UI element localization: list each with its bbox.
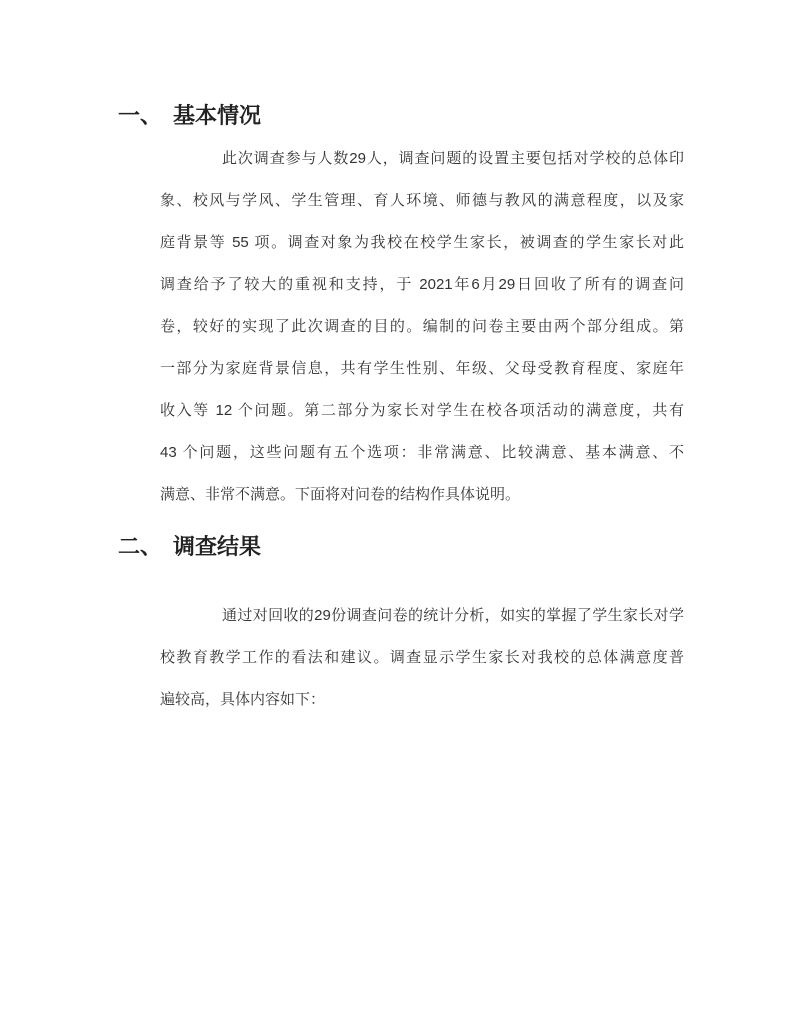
section-title: 调查结果 bbox=[173, 534, 262, 559]
section-heading-1 bbox=[118, 103, 261, 129]
document-line: 卷，较好的实现了此次调查的目的。编制的问卷主要由两个部分组成。第 bbox=[160, 318, 684, 335]
document-line: 此次调查参与人数29人，调查问题的设置主要包括对学校的总体印 bbox=[222, 150, 684, 167]
document-line: 遍较高，具体内容如下： bbox=[160, 691, 326, 708]
document-line: 通过对回收的29份调查问卷的统计分析，如实的掌握了学生家长对学 bbox=[222, 607, 684, 624]
document-line: 调查给予了较大的重视和支持，于 2021年6月29日回收了所有的调查问 bbox=[160, 276, 684, 293]
paragraph-basic-info bbox=[160, 138, 684, 516]
section-number: 一、 bbox=[118, 103, 163, 128]
document-line: 满意、非常不满意。下面将对问卷的结构作具体说明。 bbox=[160, 486, 521, 503]
document-line: 象、校风与学风、学生管理、育人环境、师德与教风的满意程度，以及家 bbox=[160, 192, 684, 209]
document-line: 一部分为家庭背景信息，共有学生性别、年级、父母受教育程度、家庭年 bbox=[160, 360, 684, 377]
section-title: 基本情况 bbox=[173, 103, 262, 128]
section-heading-2 bbox=[118, 534, 261, 560]
document-line: 庭背景等 55 项。调查对象为我校在校学生家长，被调查的学生家长对此 bbox=[160, 234, 684, 251]
paragraph-survey-results bbox=[160, 595, 684, 721]
document-line: 收入等 12 个问题。第二部分为家长对学生在校各项活动的满意度，共有 bbox=[160, 402, 684, 419]
section-number: 二、 bbox=[118, 534, 163, 559]
document-line: 校教育教学工作的看法和建议。调查显示学生家长对我校的总体满意度普 bbox=[160, 649, 684, 666]
document-line: 43 个问题，这些问题有五个选项：非常满意、比较满意、基本满意、不 bbox=[160, 444, 684, 461]
